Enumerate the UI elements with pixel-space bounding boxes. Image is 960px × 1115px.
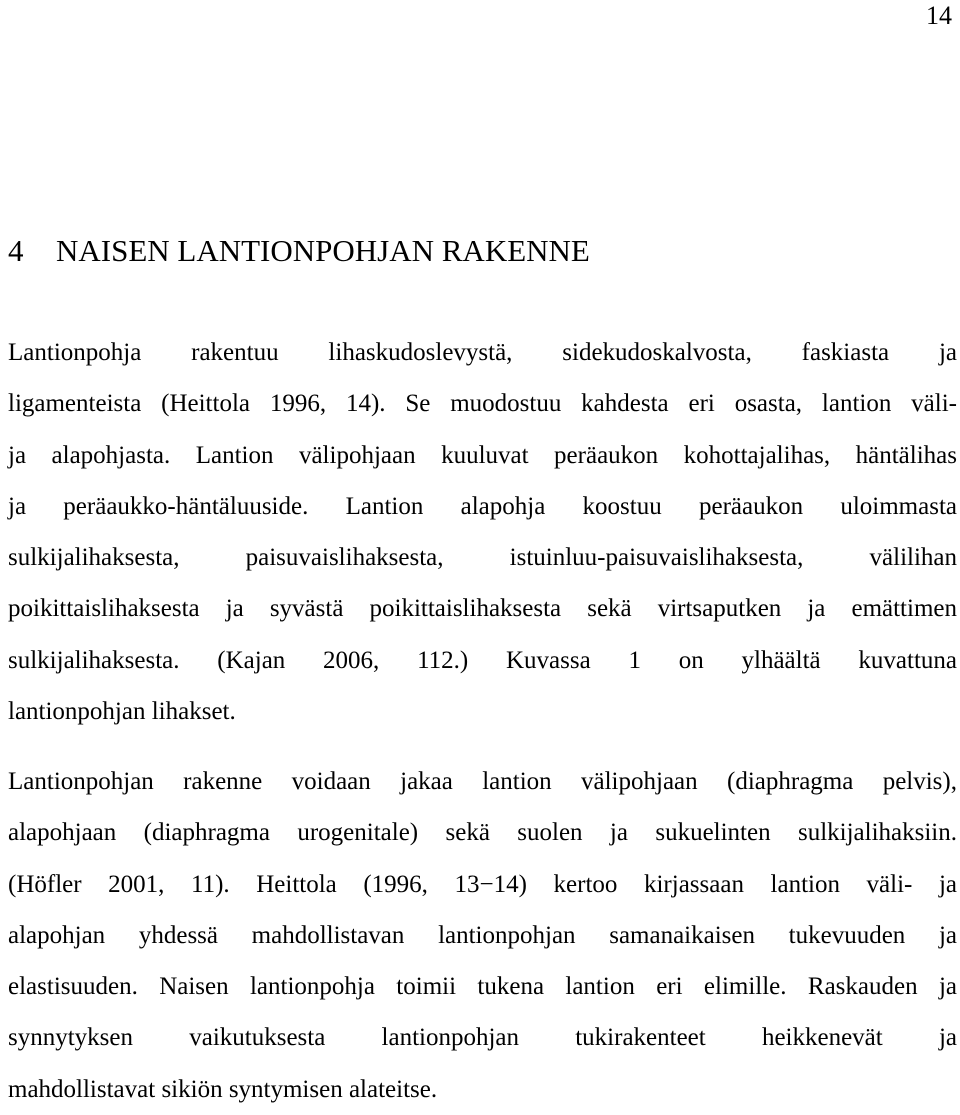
- text-line: sulkijalihaksesta, paisuvaislihaksesta, istuinluu-paisuvaislihaksesta, välilihan: [8, 544, 957, 572]
- body-paragraph-1: [8, 327, 957, 737]
- text-line: ja alapohjasta. Lantion välipohjaan kuuluvat peräaukon kohottajalihas, häntälihas: [8, 441, 957, 469]
- page-number: 14: [926, 1, 952, 30]
- text-line: synnytyksen vaikutuksesta lantionpohjan tukirakenteet heikkenevät ja: [8, 1024, 957, 1052]
- text-line: Lantionpohja rakentuu lihaskudoslevystä, sidekudoskalvosta, faskiasta ja: [8, 339, 957, 366]
- text-line: alapohjaan (diaphragma urogenitale) sekä suolen ja sukuelinten sulkijalihaksiin.: [8, 819, 957, 847]
- text-line: mahdollistavat sikiön syntymisen alateitse.: [8, 1075, 438, 1103]
- text-line: ja peräaukko-häntäluuside. Lantion alapohja koostuu peräaukon uloimmasta: [8, 492, 957, 520]
- chapter-heading: [8, 234, 590, 268]
- chapter-number: 4: [8, 233, 24, 268]
- text-line: alapohjan yhdessä mahdollistavan lantionpohjan samanaikaisen tukevuuden ja: [8, 921, 957, 949]
- text-line: poikittaislihaksesta ja syvästä poikittaislihaksesta sekä virtsaputken ja emättimen: [8, 595, 957, 623]
- text-line: ligamenteista (Heittola 1996, 14). Se muodostuu kahdesta eri osasta, lantion väli-: [8, 390, 957, 418]
- text-line: sulkijalihaksesta. (Kajan 2006, 112.) Kuvassa 1 on ylhäältä kuvattuna: [8, 646, 957, 674]
- chapter-title: NAISEN LANTIONPOHJAN RAKENNE: [56, 233, 590, 268]
- text-line: lantionpohjan lihakset.: [8, 698, 236, 726]
- text-line: (Höfler 2001, 11). Heittola (1996, 13−14) kertoo kirjassaan lantion väli- ja: [8, 870, 957, 898]
- text-line: elastisuuden. Naisen lantionpohja toimii tukena lantion eri elimille. Raskauden ja: [8, 973, 957, 1001]
- body-paragraph-2: [8, 756, 957, 1115]
- text-line: Lantionpohjan rakenne voidaan jakaa lantion välipohjaan (diaphragma pelvis),: [8, 768, 957, 795]
